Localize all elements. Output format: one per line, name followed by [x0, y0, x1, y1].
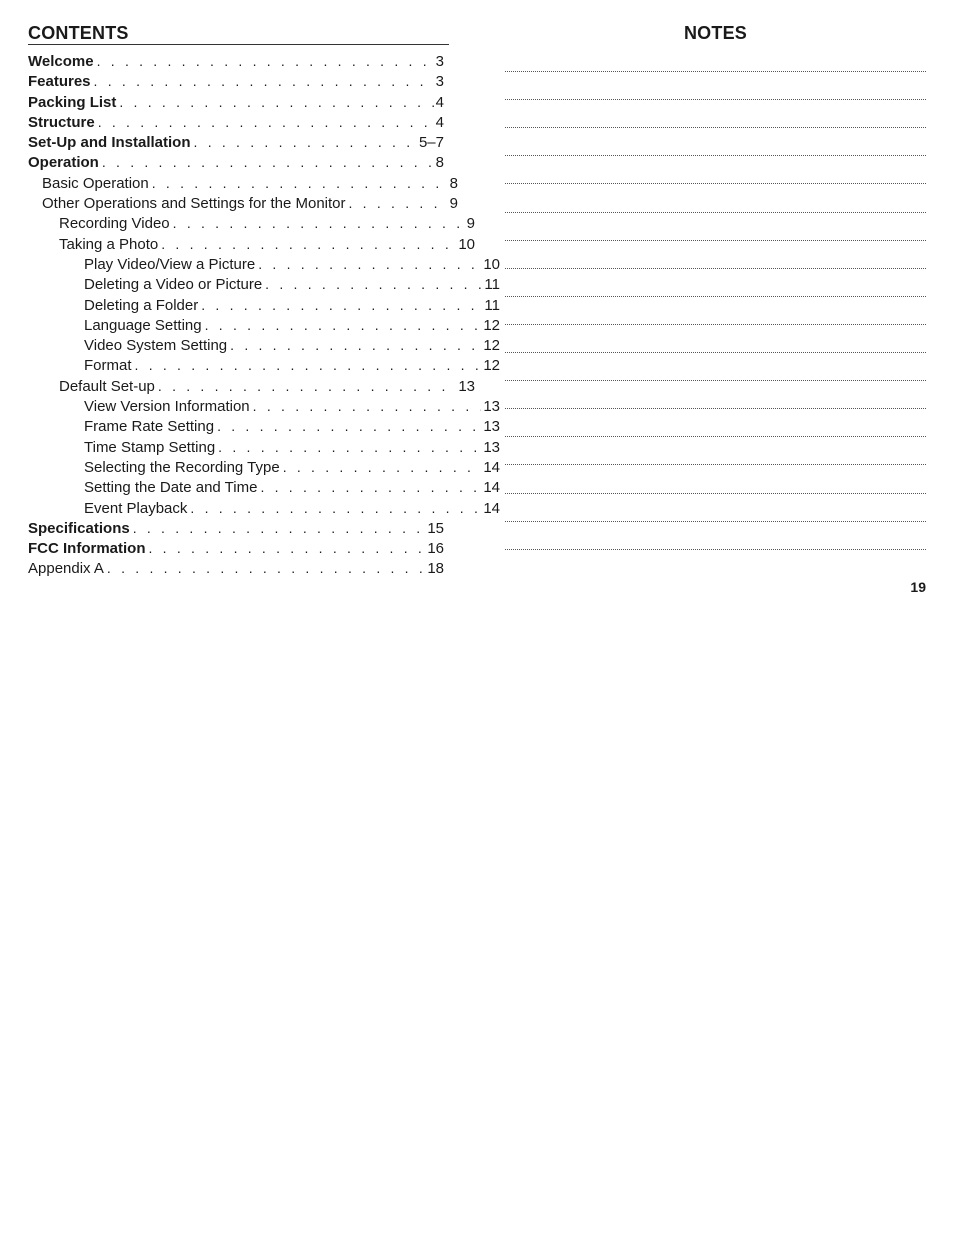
- toc-entry: [28, 498, 500, 518]
- toc-entry-page: 8: [449, 174, 458, 192]
- note-line: [505, 183, 926, 184]
- dot-leader: [119, 92, 433, 112]
- toc-entry-label: Basic Operation: [42, 174, 149, 192]
- dot-leader: [94, 71, 434, 91]
- dot-leader: [283, 457, 482, 477]
- toc-entry-label: Taking a Photo: [59, 235, 159, 253]
- dot-leader: [135, 355, 482, 375]
- toc-entry-label: Recording Video: [59, 215, 170, 233]
- dot-leader: [133, 518, 426, 538]
- toc-entry: [28, 477, 500, 497]
- dot-leader: [218, 437, 481, 457]
- dot-leader: [194, 132, 417, 152]
- toc-entry-page: 4: [435, 93, 444, 111]
- toc-entry-label: Structure: [28, 113, 95, 131]
- toc-entry-page: 5–7: [418, 134, 444, 152]
- toc-entry-label: Deleting a Video or Picture: [84, 276, 263, 294]
- toc-entry: [28, 335, 500, 355]
- note-line: [505, 521, 926, 522]
- toc-entry: [28, 71, 444, 91]
- dot-leader: [258, 254, 481, 274]
- toc-entry-label: Frame Rate Setting: [84, 418, 215, 436]
- toc-entry-label: Play Video/View a Picture: [84, 255, 256, 273]
- dot-leader: [230, 335, 481, 355]
- toc-entry-page: 18: [427, 560, 444, 578]
- toc-entry-page: 16: [427, 540, 444, 558]
- toc-entry-page: 12: [483, 357, 500, 375]
- dot-leader: [205, 315, 482, 335]
- toc-entry-label: Default Set-up: [59, 377, 155, 395]
- toc-entry-label: Selecting the Recording Type: [84, 458, 280, 476]
- toc-entry: [28, 112, 444, 132]
- note-line: [505, 240, 926, 241]
- notes-heading: NOTES: [683, 23, 747, 43]
- toc-entry-label: Operation: [28, 154, 99, 172]
- toc-entry-label: Time Stamp Setting: [84, 438, 216, 456]
- toc-entry-label: Language Setting: [84, 316, 202, 334]
- note-line: [505, 352, 926, 353]
- toc-entry: [28, 558, 444, 578]
- toc-entry: [28, 213, 475, 233]
- toc-entry-page: 13: [483, 438, 500, 456]
- contents-section: [28, 22, 500, 579]
- dot-leader: [161, 234, 456, 254]
- note-line: [505, 127, 926, 128]
- toc-entry-page: 12: [483, 337, 500, 355]
- toc-entry: [28, 538, 444, 558]
- note-line: [505, 324, 926, 325]
- toc-entry: [28, 152, 444, 172]
- notes-section: [505, 22, 926, 44]
- toc-entry-label: View Version Information: [84, 398, 250, 416]
- contents-heading: CONTENTS: [28, 22, 449, 45]
- dot-leader: [190, 498, 481, 518]
- toc-entry-page: 13: [483, 398, 500, 416]
- toc-entry: [28, 396, 500, 416]
- toc-entry: [28, 173, 458, 193]
- dot-leader: [201, 295, 482, 315]
- toc-entry-page: 10: [458, 235, 475, 253]
- note-line: [505, 212, 926, 213]
- toc-entry: [28, 254, 500, 274]
- toc-entry-page: 8: [435, 154, 444, 172]
- toc-entry: [28, 274, 500, 294]
- toc-entry-page: 3: [435, 53, 444, 70]
- note-line: [505, 380, 926, 381]
- table-of-contents: [28, 51, 500, 579]
- dot-leader: [107, 558, 425, 578]
- toc-entry-page: 11: [484, 276, 500, 294]
- toc-entry-label: Welcome: [28, 53, 94, 70]
- dot-leader: [102, 152, 434, 172]
- note-line: [505, 493, 926, 494]
- note-line: [505, 549, 926, 550]
- toc-entry: [28, 132, 444, 152]
- dot-leader: [173, 213, 465, 233]
- toc-entry-label: FCC Information: [28, 540, 146, 558]
- toc-entry-label: Set-Up and Installation: [28, 134, 191, 152]
- toc-entry: [28, 376, 475, 396]
- toc-entry-page: 4: [435, 113, 444, 131]
- toc-entry-page: 13: [483, 418, 500, 436]
- toc-entry-label: Deleting a Folder: [84, 296, 199, 314]
- dot-leader: [152, 173, 448, 193]
- toc-entry: [28, 92, 444, 112]
- toc-entry-label: Packing List: [28, 93, 117, 111]
- toc-entry: [28, 518, 444, 538]
- note-line: [505, 99, 926, 100]
- toc-entry-page: 11: [484, 296, 500, 314]
- dot-leader: [349, 193, 448, 213]
- toc-entry-page: 10: [483, 255, 500, 273]
- toc-entry: [28, 437, 500, 457]
- toc-entry-page: 14: [483, 458, 500, 476]
- dot-leader: [253, 396, 482, 416]
- toc-entry-page: 12: [483, 316, 500, 334]
- page-number: 19: [910, 579, 926, 595]
- toc-entry-page: 14: [483, 499, 500, 517]
- toc-entry-page: 13: [458, 377, 475, 395]
- note-line: [505, 436, 926, 437]
- toc-entry-label: Event Playback: [84, 499, 188, 517]
- dot-leader: [217, 416, 481, 436]
- toc-entry-label: Features: [28, 73, 91, 91]
- toc-entry: [28, 295, 500, 315]
- toc-entry: [28, 355, 500, 375]
- toc-entry: [28, 193, 458, 213]
- toc-entry-label: Video System Setting: [84, 337, 228, 355]
- toc-entry-label: Appendix A: [28, 560, 104, 578]
- dot-leader: [260, 477, 481, 497]
- toc-entry-label: Format: [84, 357, 132, 375]
- note-line: [505, 268, 926, 269]
- toc-entry-page: 14: [483, 479, 500, 497]
- dot-leader: [97, 51, 434, 71]
- dot-leader: [149, 538, 426, 558]
- dot-leader: [265, 274, 482, 294]
- note-line: [505, 408, 926, 409]
- toc-entry: [28, 234, 475, 254]
- toc-entry-label: Specifications: [28, 519, 130, 537]
- toc-entry-label: Setting the Date and Time: [84, 479, 258, 497]
- dot-leader: [158, 376, 456, 396]
- toc-entry: [28, 315, 500, 335]
- dot-leader: [98, 112, 434, 132]
- note-line: [505, 296, 926, 297]
- note-line: [505, 71, 926, 72]
- toc-entry-page: 9: [466, 215, 475, 233]
- toc-entry-label: Other Operations and Settings for the Monitor: [42, 195, 346, 213]
- toc-entry-page: 9: [449, 195, 458, 213]
- toc-entry: [28, 51, 444, 71]
- toc-entry: [28, 457, 500, 477]
- toc-entry-page: 3: [435, 73, 444, 91]
- toc-entry-page: 15: [427, 519, 444, 537]
- toc-entry: [28, 416, 500, 436]
- note-line: [505, 464, 926, 465]
- note-line: [505, 155, 926, 156]
